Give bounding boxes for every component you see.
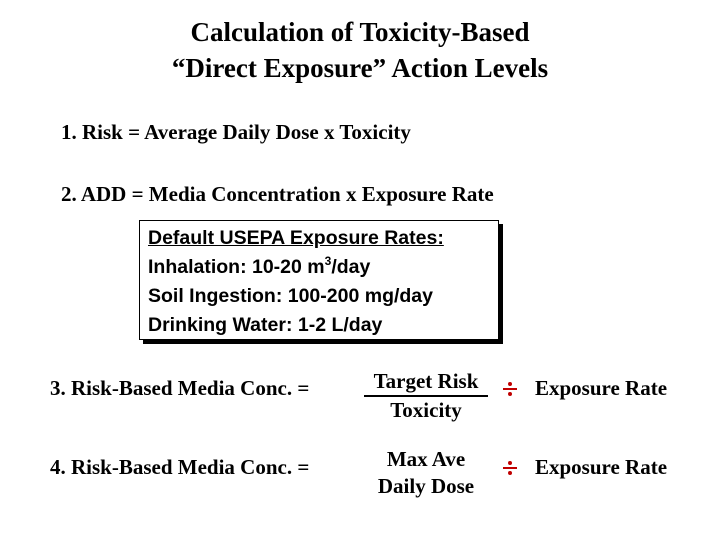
inhalation-rate-text: Inhalation: 10-20 m: [148, 256, 325, 278]
step-3-fraction: [364, 368, 488, 424]
soil-ingestion-rate: Soil Ingestion: 100-200 mg/day: [148, 285, 433, 307]
step-4-term-line-2: Daily Dose: [377, 474, 475, 498]
step-4-term: [366, 446, 486, 500]
step-3-label: 3. Risk-Based Media Conc. =: [50, 376, 310, 400]
step-3-numerator: Target Risk: [364, 368, 488, 397]
exposure-rates-heading: Default USEPA Exposure Rates:: [148, 227, 444, 249]
drinking-water-rate: Drinking Water: 1-2 L/day: [148, 314, 383, 336]
inhalation-unit: /day: [331, 256, 371, 278]
step-2-equation: 2. ADD = Media Concentration x Exposure Rate: [61, 182, 494, 206]
step-3-denominator: Toxicity: [390, 398, 462, 422]
division-sign-icon: [503, 461, 517, 475]
title-line-1: Calculation of Toxicity-Based: [190, 17, 530, 47]
division-sign-icon: [503, 382, 517, 396]
inhalation-exponent: 3: [324, 254, 332, 268]
step-4-exposure-rate: Exposure Rate: [535, 455, 668, 479]
title-line-2: “Direct Exposure” Action Levels: [171, 53, 549, 83]
exposure-rates-box: [139, 220, 499, 340]
step-1-equation: 1. Risk = Average Daily Dose x Toxicity: [61, 120, 411, 144]
inhalation-rate: [148, 253, 498, 282]
step-4-label: 4. Risk-Based Media Conc. =: [50, 455, 310, 479]
slide-title: [0, 14, 720, 86]
step-4-term-line-1: Max Ave: [386, 447, 466, 471]
step-3-exposure-rate: Exposure Rate: [535, 376, 668, 400]
